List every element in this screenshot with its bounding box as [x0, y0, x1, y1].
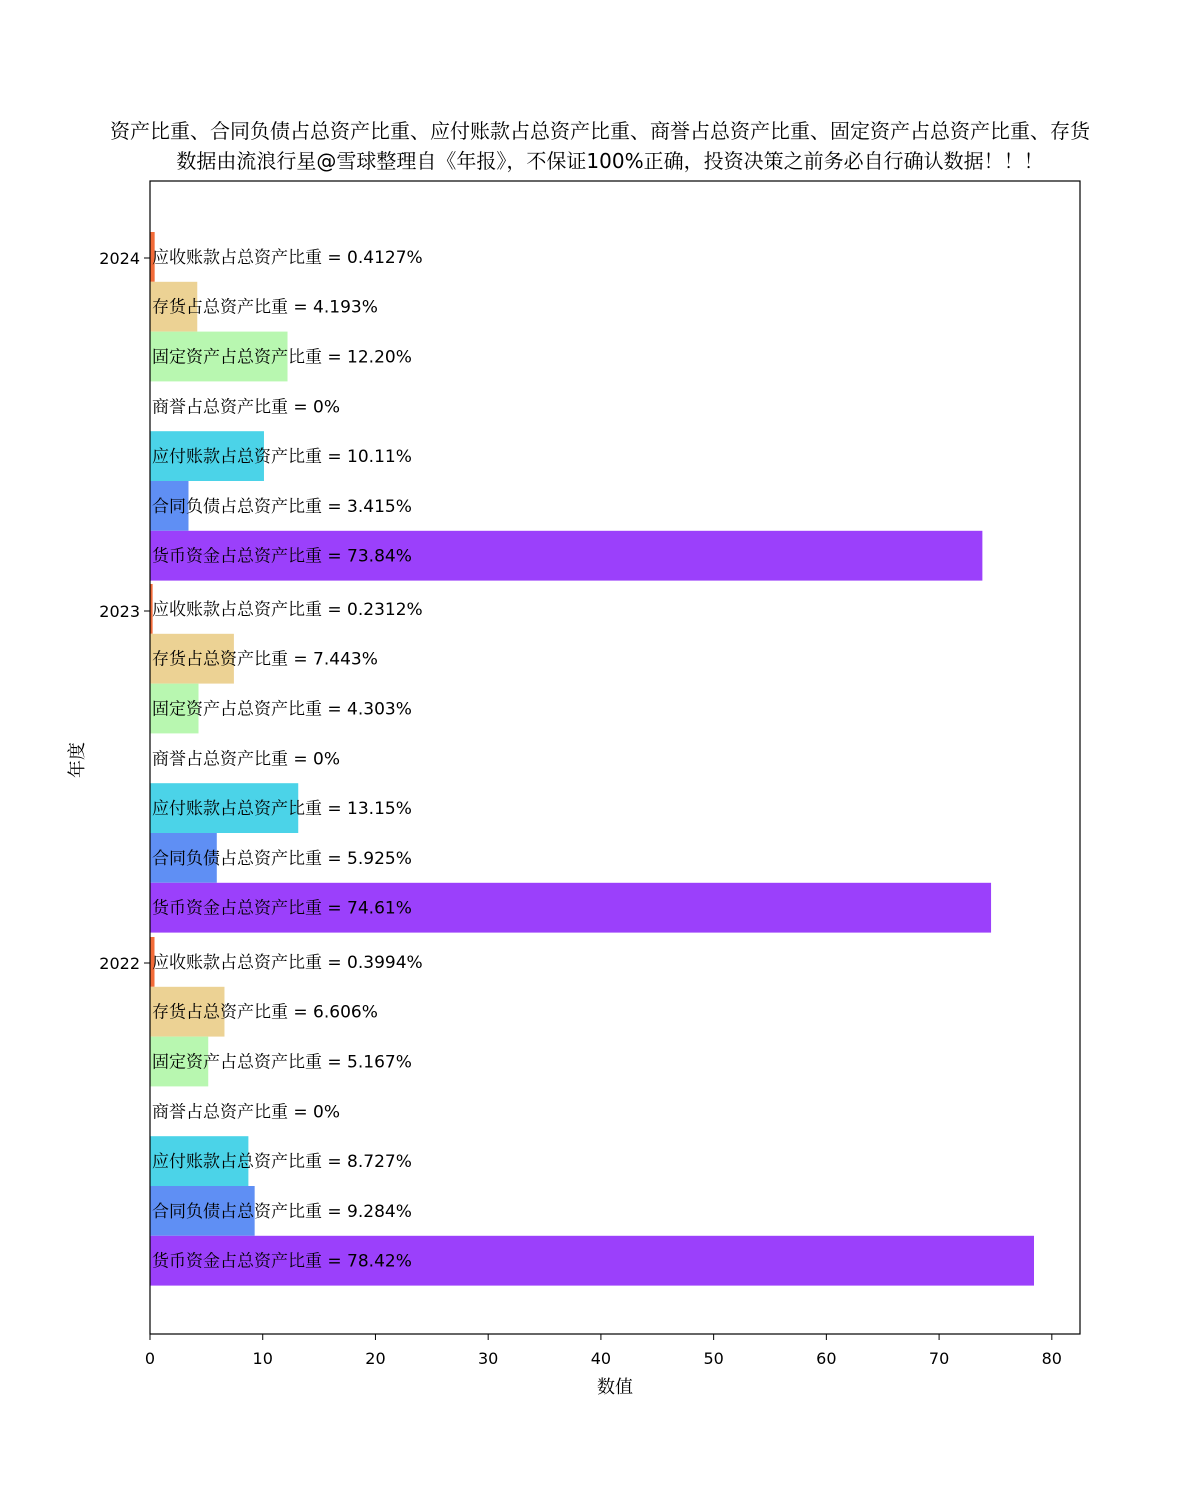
bar-label-2024-6: 合同负债占总资产比重 = 3.415% — [152, 496, 412, 517]
bar-label-2024-3: 固定资产占总资产比重 = 12.20% — [152, 347, 412, 368]
bar-label-2023-5: 应付账款占总资产比重 = 13.15% — [152, 799, 412, 820]
x-tick-label: 40 — [590, 1349, 612, 1368]
bar-label-2024-4: 商誉占总资产比重 = 0% — [152, 397, 341, 418]
x-tick-label: 30 — [478, 1349, 499, 1368]
x-tick-label: 80 — [1041, 1349, 1062, 1368]
bar-label-2023-2: 存货占总资产比重 = 7.443% — [152, 649, 378, 670]
x-axis-label: 数值 — [597, 1377, 633, 1398]
x-axis-ticks — [145, 1334, 1062, 1368]
bar-label-2022-2: 存货占总资产比重 = 6.606% — [152, 1002, 378, 1023]
bar-label-2022-5: 应付账款占总资产比重 = 8.727% — [152, 1152, 412, 1173]
bar-label-2022-3: 固定资产占总资产比重 = 5.167% — [152, 1052, 412, 1073]
y-axis-label: 年度 — [67, 742, 88, 778]
x-tick-label: 0 — [144, 1349, 156, 1368]
bar-label-2024-7: 货币资金占总资产比重 = 73.84% — [152, 546, 412, 567]
bar-label-2024-2: 存货占总资产比重 = 4.193% — [152, 297, 378, 318]
y-axis-ticks — [99, 249, 150, 973]
x-tick-label: 50 — [703, 1349, 724, 1368]
bar-label-2022-7: 货币资金占总资产比重 = 78.42% — [152, 1251, 412, 1272]
x-tick-label: 20 — [365, 1349, 386, 1368]
x-tick-label: 60 — [816, 1349, 837, 1368]
bar-label-2022-6: 合同负债占总资产比重 = 9.284% — [152, 1201, 412, 1222]
bar-label-2022-1: 应收账款占总资产比重 = 0.3994% — [152, 952, 423, 973]
bar-label-2024-5: 应付账款占总资产比重 = 10.11% — [152, 447, 412, 468]
bar-label-2022-4: 商誉占总资产比重 = 0% — [152, 1102, 341, 1123]
y-tick-label: 2023 — [99, 602, 140, 621]
x-tick-label: 70 — [928, 1349, 950, 1368]
bar-labels-layer — [152, 248, 423, 1272]
x-tick-label: 10 — [252, 1349, 273, 1368]
bar-label-2023-4: 商誉占总资产比重 = 0% — [152, 749, 341, 770]
bar-label-2024-1: 应收账款占总资产比重 = 0.4127% — [152, 247, 423, 268]
bar-label-2023-3: 固定资产占总资产比重 = 4.303% — [152, 699, 412, 720]
bar-label-2023-6: 合同负债占总资产比重 = 5.925% — [152, 848, 412, 869]
bar-label-2023-1: 应收账款占总资产比重 = 0.2312% — [152, 599, 423, 620]
bar-label-2023-7: 货币资金占总资产比重 = 74.61% — [152, 898, 412, 919]
chart-subtitle: 数据由流浪行星@雪球整理自《年报》，不保证100%正确，投资决策之前务必自行确认数据！！！ — [176, 149, 1044, 173]
chart-title: 资产比重、合同负债占总资产比重、应付账款占总资产比重、商誉占总资产比重、固定资产占总资产比重、存货 — [110, 119, 1090, 143]
y-tick-label: 2024 — [99, 249, 140, 268]
y-tick-label: 2022 — [99, 954, 140, 973]
